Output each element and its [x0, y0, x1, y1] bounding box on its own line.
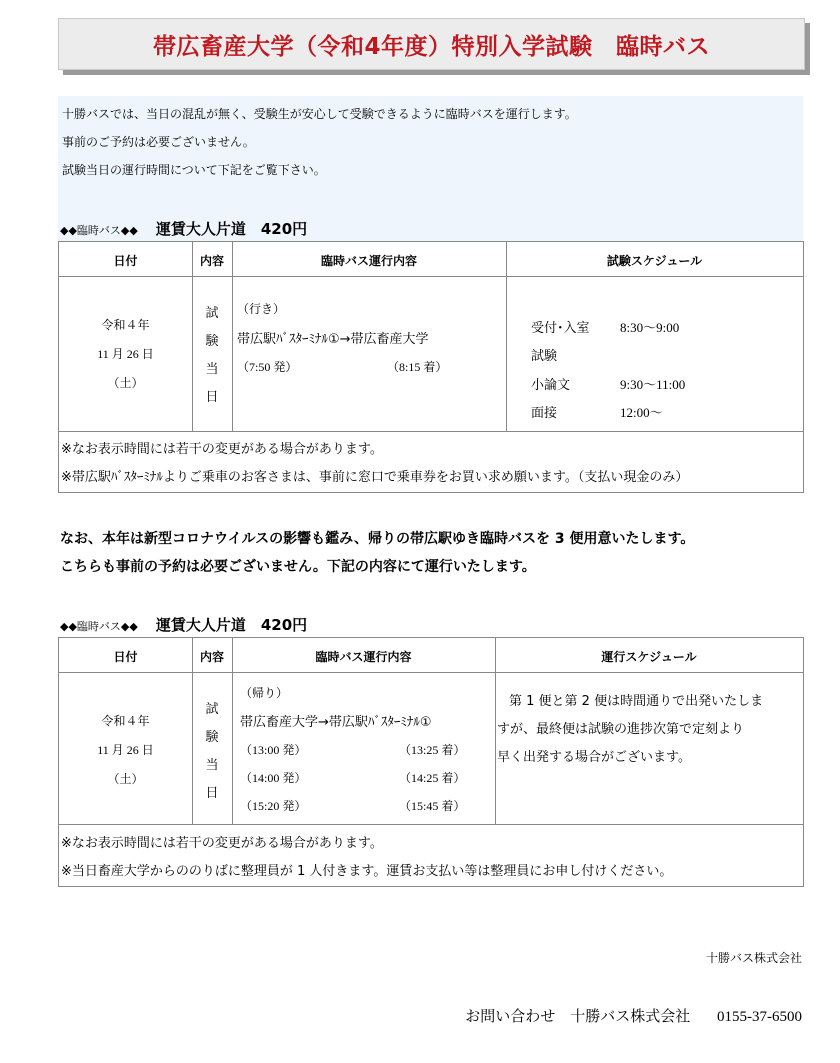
schedule-text: 早く出発する場合がございます。: [497, 750, 691, 765]
note-line: ※当日畜産大学からののりばに整理員が 1 人付きます。運賃お支払い等は整理員にお申し付けください。: [61, 864, 673, 879]
content-char: 日: [205, 786, 219, 801]
header-schedule: 試験スケジュール: [606, 254, 703, 268]
schedule-label: 試験: [531, 349, 558, 364]
section2-label: [60, 614, 307, 635]
departure-time: （14:00 発）: [240, 771, 307, 785]
arrival-time: （8:15 着）: [387, 360, 448, 374]
content-char: 日: [205, 390, 219, 405]
header-schedule: 運行スケジュール: [601, 650, 697, 664]
notice-line: こちらも事前の予約は必要ございません。下記の内容にて運行いたします。: [60, 559, 536, 575]
note-line: ※なお表示時間には若干の変更がある場合があります。: [61, 442, 383, 457]
arrival-time: （15:45 着）: [399, 799, 466, 813]
header-date: 日付: [113, 650, 138, 664]
schedule-table-1: [58, 241, 804, 493]
schedule-text: 第 1 便と第 2 便は時間通りで出発いたしま: [509, 694, 764, 709]
content-char: 験: [205, 730, 219, 745]
schedule-text: すが、最終便は試験の進捗次第で定刻より: [497, 722, 745, 737]
schedule-time: 9:30〜11:00: [620, 377, 686, 392]
date-line: 令和４年: [101, 714, 150, 728]
schedule-label: 小論文: [531, 378, 571, 393]
title-banner: [58, 18, 805, 70]
content-char: 当: [205, 362, 219, 377]
section2-fare: 運賃大人片道 420円: [155, 616, 308, 634]
header-route: 臨時バス運行内容: [320, 254, 417, 268]
header-content: 内容: [199, 254, 224, 268]
schedule-time: 12:00〜: [620, 405, 663, 420]
schedule-label: 面接: [531, 406, 558, 421]
schedule-label: 受付･入室: [531, 321, 590, 336]
date-line: 11 月 26 日: [97, 347, 154, 361]
departure-time: （7:50 発）: [237, 360, 298, 374]
section1-label: [60, 218, 307, 239]
intro-line: 十勝バスでは、当日の混乱が無く、受験生が安心して受験できるように臨時バスを運行します。: [62, 107, 577, 121]
route-direction: （行き）: [237, 302, 286, 316]
content-char: 験: [205, 334, 219, 349]
section1-bus-label: ◆◆臨時バス◆◆: [60, 224, 138, 237]
arrival-time: （13:25 着）: [399, 743, 466, 757]
section2-bus-label: ◆◆臨時バス◆◆: [60, 620, 138, 633]
contact-phone: 0155-37-6500: [717, 1009, 802, 1025]
intro-line: 試験当日の運行時間について下記をご覧下さい。: [62, 163, 326, 177]
notice-line: なお、本年は新型コロナウイルスの影響も鑑み、帰りの帯広駅ゆき臨時バスを 3 便用意いたします。: [60, 531, 695, 547]
contact-line: [465, 1005, 802, 1026]
date-line: 令和４年: [101, 318, 150, 332]
arrival-time: （14:25 着）: [399, 771, 466, 785]
header-date: 日付: [113, 254, 138, 268]
company-name: 十勝バス株式会社: [705, 951, 802, 965]
route-name: 帯広駅ﾊﾞｽﾀｰﾐﾅﾙ①→帯広畜産大学: [237, 332, 429, 347]
content-char: 試: [205, 702, 219, 717]
section1-fare: 運賃大人片道 420円: [155, 220, 308, 238]
page-title: 帯広畜産大学（令和4年度）特別入学試験 臨時バス: [152, 33, 710, 60]
departure-time: （13:00 発）: [240, 743, 307, 757]
header-content: 内容: [199, 650, 224, 664]
contact-label: お問い合わせ 十勝バス株式会社: [465, 1007, 691, 1025]
header-route: 臨時バス運行内容: [315, 650, 412, 664]
date-line: （土）: [107, 376, 144, 390]
date-line: （土）: [107, 772, 144, 786]
date-line: 11 月 26 日: [97, 743, 154, 757]
note-line: ※帯広駅ﾊﾞｽﾀｰﾐﾅﾙよりご乗車のお客さまは、事前に窓口で乗車券をお買い求め願います。（支払い現金のみ）: [61, 470, 689, 485]
content-char: 当: [205, 758, 219, 773]
note-line: ※なお表示時間には若干の変更がある場合があります。: [61, 836, 383, 851]
route-name: 帯広畜産大学→帯広駅ﾊﾞｽﾀｰﾐﾅﾙ①: [240, 715, 432, 730]
departure-time: （15:20 発）: [240, 799, 307, 813]
route-direction: （帰り）: [240, 686, 289, 700]
schedule-table-2: [58, 637, 804, 887]
content-char: 試: [205, 306, 219, 321]
schedule-time: 8:30〜9:00: [620, 320, 680, 335]
intro-line: 事前のご予約は必要ございません。: [62, 135, 255, 149]
